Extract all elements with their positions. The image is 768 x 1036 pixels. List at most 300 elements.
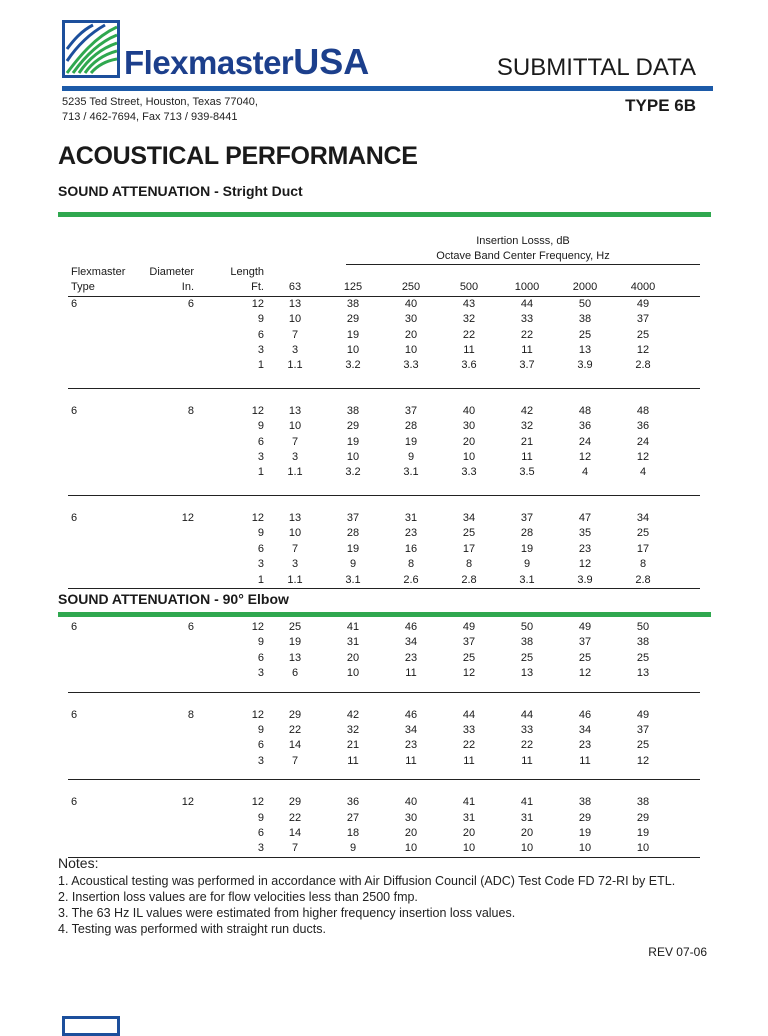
cell-value: 21 — [346, 739, 360, 752]
cell-value: 40 — [462, 404, 476, 417]
cell-value: 41 — [462, 796, 476, 809]
col-length-line1: Length — [230, 266, 264, 278]
table-row — [68, 666, 700, 681]
cell-value: 10 — [288, 313, 302, 326]
cell-value: 19 — [404, 435, 418, 448]
cell-length: 3 — [257, 344, 264, 357]
brand-suffix: USA — [293, 41, 370, 82]
cell-value: 7 — [291, 754, 299, 767]
cell-length: 12 — [251, 404, 264, 417]
cell-value: 10 — [462, 451, 476, 464]
cell-value: 13 — [636, 667, 650, 680]
table-row — [68, 826, 700, 841]
cell-length: 9 — [257, 420, 264, 433]
straight-duct-table — [68, 234, 700, 589]
cell-length: 6 — [257, 739, 264, 752]
cell-value: 25 — [462, 651, 476, 664]
cell-value: 10 — [462, 842, 476, 855]
cell-value: 4 — [639, 466, 647, 479]
cell-value: 50 — [578, 297, 592, 310]
table-row — [68, 435, 700, 450]
cell-value: 13 — [520, 667, 534, 680]
cell-value: 34 — [404, 636, 418, 649]
group-gap — [68, 389, 700, 404]
cell-value: 37 — [346, 511, 360, 524]
cell-type — [68, 526, 146, 541]
cell-value: 19 — [346, 435, 360, 448]
cell-value: 34 — [404, 724, 418, 737]
cell-value: 11 — [405, 667, 417, 680]
cell-value: 37 — [462, 636, 476, 649]
cell-value: 41 — [520, 796, 534, 809]
table-row — [68, 312, 700, 327]
cell-type — [68, 435, 146, 450]
cell-diameter — [146, 651, 212, 666]
elbow-table — [68, 620, 700, 858]
table-row — [68, 811, 700, 826]
notes-heading: Notes: — [58, 855, 99, 871]
cell-length: 1 — [257, 466, 264, 479]
cell-value: 29 — [636, 811, 650, 824]
cell-value: 37 — [636, 313, 650, 326]
cell-value: 24 — [636, 435, 650, 448]
cell-value: 13 — [288, 511, 302, 524]
frequency-header: 4000 — [630, 281, 656, 294]
cell-value: 10 — [578, 842, 592, 855]
cell-value: 30 — [462, 420, 476, 433]
table-row — [68, 795, 700, 810]
table-row — [68, 573, 700, 588]
cell-value: 36 — [346, 796, 360, 809]
cell-value: 3.3 — [403, 359, 419, 372]
cell-type — [68, 826, 146, 841]
cell-value: 34 — [636, 511, 650, 524]
cell-value: 3.3 — [461, 466, 477, 479]
cell-value: 37 — [520, 511, 534, 524]
cell-value: 49 — [578, 621, 592, 633]
cell-value: 9 — [349, 558, 357, 571]
cell-length: 12 — [251, 621, 264, 633]
cell-value: 2.6 — [403, 573, 419, 586]
cell-value: 46 — [578, 708, 592, 721]
cell-diameter — [146, 723, 212, 738]
cell-length: 3 — [257, 842, 264, 855]
cell-value: 3.2 — [345, 359, 361, 372]
cell-value: 30 — [404, 313, 418, 326]
cell-value: 22 — [288, 724, 302, 737]
cell-value: 49 — [462, 621, 476, 633]
table-row — [68, 419, 700, 434]
cell-value: 19 — [346, 328, 360, 341]
cell-value: 37 — [636, 724, 650, 737]
col-type-line2: Type — [71, 281, 95, 294]
cell-value: 11 — [347, 754, 359, 767]
cell-value: 24 — [578, 435, 592, 448]
cell-length: 6 — [257, 435, 264, 448]
cell-value: 42 — [520, 404, 534, 417]
cell-value: 22 — [288, 811, 302, 824]
cell-value: 11 — [463, 344, 475, 357]
cell-value: 12 — [578, 451, 592, 464]
cell-value: 19 — [346, 542, 360, 555]
cell-value: 13 — [288, 297, 302, 310]
cell-value: 22 — [520, 739, 534, 752]
cell-value: 25 — [288, 621, 302, 633]
cell-diameter — [146, 419, 212, 434]
cell-value: 29 — [578, 811, 592, 824]
cell-value: 3.1 — [403, 466, 419, 479]
table-group — [68, 795, 700, 858]
cell-value: 38 — [346, 297, 360, 310]
frequency-header: 250 — [401, 281, 421, 294]
cell-value: 8 — [639, 558, 647, 571]
group-spacer — [68, 682, 700, 692]
cell-value: 28 — [346, 527, 360, 540]
cell-value: 7 — [291, 435, 299, 448]
cell-type: 6 — [71, 511, 78, 524]
cell-diameter — [146, 738, 212, 753]
cell-value: 10 — [346, 451, 360, 464]
cell-diameter: 12 — [181, 511, 194, 524]
cell-value: 33 — [462, 724, 476, 737]
cell-value: 38 — [636, 796, 650, 809]
cell-type: 6 — [71, 297, 78, 310]
cell-value: 10 — [288, 527, 302, 540]
group-spacer — [68, 481, 700, 495]
cell-diameter: 8 — [187, 708, 194, 721]
cell-value: 20 — [404, 328, 418, 341]
cell-value: 14 — [288, 827, 302, 840]
cell-value: 25 — [578, 651, 592, 664]
cell-value: 44 — [520, 708, 534, 721]
cell-value: 10 — [404, 344, 418, 357]
cell-value: 6 — [291, 667, 299, 680]
col-diameter-line2: In. — [181, 281, 194, 294]
table-row — [68, 297, 700, 312]
frequency-header: 63 — [288, 281, 302, 294]
table-row — [68, 738, 700, 753]
cell-type — [68, 723, 146, 738]
cell-diameter — [146, 358, 212, 373]
cell-value: 38 — [346, 404, 360, 417]
cell-value: 25 — [636, 651, 650, 664]
cell-value: 9 — [523, 558, 531, 571]
cell-value: 25 — [462, 527, 476, 540]
cell-type — [68, 635, 146, 650]
cell-value: 10 — [346, 344, 360, 357]
cell-value: 19 — [636, 827, 650, 840]
cell-value: 16 — [404, 542, 418, 555]
col-length-header — [212, 265, 266, 296]
cell-value: 35 — [578, 527, 592, 540]
footer-logo-icon — [62, 1016, 120, 1036]
brand-logo-icon — [62, 20, 120, 78]
cell-type — [68, 312, 146, 327]
cell-type — [68, 754, 146, 769]
cell-value: 3.1 — [519, 573, 535, 586]
table-row — [68, 635, 700, 650]
cell-value: 50 — [636, 621, 650, 633]
cell-diameter — [146, 826, 212, 841]
cell-value: 3.7 — [519, 359, 535, 372]
table-group — [68, 404, 700, 496]
cell-type — [68, 542, 146, 557]
cell-type: 6 — [71, 621, 78, 633]
cell-value: 48 — [578, 404, 592, 417]
cell-value: 4 — [581, 466, 589, 479]
cell-value: 44 — [462, 708, 476, 721]
cell-value: 33 — [520, 313, 534, 326]
group-gap — [68, 693, 700, 708]
cell-value: 50 — [520, 621, 534, 633]
cell-diameter: 6 — [187, 297, 194, 310]
frequency-header: 2000 — [572, 281, 598, 294]
page-title: ACOUSTICAL PERFORMANCE — [58, 142, 418, 170]
cell-value: 9 — [349, 842, 357, 855]
cell-value: 42 — [346, 708, 360, 721]
cell-value: 7 — [291, 542, 299, 555]
cell-value: 31 — [404, 511, 418, 524]
cell-value: 40 — [404, 796, 418, 809]
cell-diameter — [146, 557, 212, 572]
cell-length: 6 — [257, 827, 264, 840]
cell-value: 37 — [404, 404, 418, 417]
frequency-header: 1000 — [514, 281, 540, 294]
cell-value: 1.1 — [287, 466, 303, 479]
table-row — [68, 651, 700, 666]
cell-value: 11 — [405, 754, 417, 767]
note-item: 3. The 63 Hz IL values were estimated from higher frequency insertion loss values. — [58, 906, 516, 920]
cell-length: 12 — [251, 708, 264, 721]
header-divider — [62, 86, 713, 91]
cell-value: 25 — [578, 328, 592, 341]
cell-value: 20 — [520, 827, 534, 840]
cell-value: 11 — [521, 344, 533, 357]
frequency-header: 125 — [343, 281, 363, 294]
cell-value: 46 — [404, 621, 418, 633]
group-gap — [68, 780, 700, 795]
table-row — [68, 404, 700, 419]
cell-type: 6 — [71, 708, 78, 721]
cell-value: 2.8 — [635, 573, 651, 586]
cell-length: 6 — [257, 542, 264, 555]
cell-value: 8 — [465, 558, 473, 571]
brand-main: Flexmaster — [124, 44, 294, 81]
cell-value: 49 — [636, 708, 650, 721]
cell-length: 1 — [257, 359, 264, 372]
table-group — [68, 297, 700, 389]
cell-type — [68, 738, 146, 753]
cell-diameter: 6 — [187, 621, 194, 633]
cell-value: 47 — [578, 511, 592, 524]
brand-name — [124, 41, 370, 82]
cell-type — [68, 358, 146, 373]
cell-value: 25 — [636, 328, 650, 341]
cell-value: 7 — [291, 842, 299, 855]
table-header-line2: Octave Band Center Frequency, Hz — [436, 250, 610, 262]
cell-value: 20 — [404, 827, 418, 840]
cell-value: 44 — [520, 297, 534, 310]
cell-value: 37 — [578, 636, 592, 649]
cell-diameter — [146, 811, 212, 826]
cell-value: 19 — [578, 827, 592, 840]
cell-type — [68, 450, 146, 465]
cell-value: 34 — [462, 511, 476, 524]
cell-value: 13 — [288, 651, 302, 664]
cell-value: 11 — [463, 754, 475, 767]
table-row — [68, 343, 700, 358]
cell-value: 32 — [346, 724, 360, 737]
cell-value: 29 — [288, 796, 302, 809]
product-type: TYPE 6B — [625, 96, 696, 115]
address-line2: 713 / 462-7694, Fax 713 / 939-8441 — [62, 111, 238, 123]
cell-diameter — [146, 328, 212, 343]
cell-value: 11 — [521, 754, 533, 767]
cell-value: 22 — [520, 328, 534, 341]
section-divider — [58, 212, 711, 217]
cell-length: 12 — [251, 796, 264, 809]
cell-value: 21 — [520, 435, 534, 448]
col-diameter-line1: Diameter — [149, 266, 194, 278]
cell-diameter — [146, 435, 212, 450]
address-line1: 5235 Ted Street, Houston, Texas 77040, — [62, 96, 258, 108]
cell-type — [68, 328, 146, 343]
cell-length: 9 — [257, 636, 264, 649]
cell-value: 22 — [462, 328, 476, 341]
col-length-line2: Ft. — [251, 281, 264, 294]
cell-value: 25 — [636, 527, 650, 540]
cell-value: 32 — [462, 313, 476, 326]
cell-diameter — [146, 573, 212, 588]
cell-value: 29 — [346, 313, 360, 326]
cell-value: 3.6 — [461, 359, 477, 372]
cell-value: 11 — [521, 451, 533, 464]
cell-value: 3.9 — [577, 573, 593, 586]
table-row — [68, 450, 700, 465]
cell-value: 23 — [578, 739, 592, 752]
cell-length: 9 — [257, 811, 264, 824]
straight-duct-groups — [68, 297, 700, 589]
cell-value: 31 — [462, 811, 476, 824]
elbow-groups — [68, 620, 700, 858]
cell-type — [68, 666, 146, 681]
cell-value: 36 — [578, 420, 592, 433]
cell-value: 11 — [579, 754, 591, 767]
cell-value: 38 — [520, 636, 534, 649]
cell-length: 12 — [251, 511, 264, 524]
cell-type — [68, 573, 146, 588]
cell-diameter — [146, 635, 212, 650]
cell-value: 29 — [288, 708, 302, 721]
cell-length: 3 — [257, 451, 264, 464]
column-headers — [68, 265, 700, 297]
cell-type — [68, 811, 146, 826]
cell-length: 9 — [257, 313, 264, 326]
cell-value: 20 — [346, 651, 360, 664]
col-diameter-header — [146, 265, 212, 296]
cell-diameter — [146, 542, 212, 557]
cell-value: 1.1 — [287, 573, 303, 586]
cell-value: 12 — [636, 754, 650, 767]
frequency-header: 500 — [459, 281, 479, 294]
cell-value: 19 — [288, 636, 302, 649]
cell-value: 3.1 — [345, 573, 361, 586]
table-header-line1: Insertion Losss, dB — [476, 235, 570, 247]
cell-value: 18 — [346, 827, 360, 840]
cell-value: 10 — [520, 842, 534, 855]
cell-value: 3 — [291, 558, 299, 571]
cell-value: 32 — [520, 420, 534, 433]
cell-diameter — [146, 465, 212, 480]
cell-length: 3 — [257, 667, 264, 680]
cell-value: 38 — [578, 313, 592, 326]
cell-length: 6 — [257, 328, 264, 341]
cell-value: 10 — [404, 842, 418, 855]
cell-value: 22 — [462, 739, 476, 752]
cell-length: 12 — [251, 297, 264, 310]
cell-length: 9 — [257, 527, 264, 540]
notes — [58, 855, 675, 937]
cell-type — [68, 465, 146, 480]
cell-diameter — [146, 754, 212, 769]
cell-diameter — [146, 312, 212, 327]
cell-value: 12 — [578, 667, 592, 680]
group-gap — [68, 496, 700, 511]
cell-value: 38 — [636, 636, 650, 649]
table-row — [68, 557, 700, 572]
cell-diameter: 12 — [181, 796, 194, 809]
table-row — [68, 511, 700, 526]
cell-value: 25 — [636, 739, 650, 752]
cell-value: 19 — [520, 542, 534, 555]
cell-diameter — [146, 343, 212, 358]
col-type-header — [68, 265, 146, 296]
cell-value: 3 — [291, 451, 299, 464]
table-row — [68, 542, 700, 557]
cell-length: 6 — [257, 651, 264, 664]
cell-value: 38 — [578, 796, 592, 809]
cell-value: 27 — [346, 811, 360, 824]
cell-value: 3.2 — [345, 466, 361, 479]
section-divider — [58, 612, 711, 617]
cell-value: 13 — [288, 404, 302, 417]
cell-value: 23 — [404, 739, 418, 752]
cell-value: 13 — [578, 344, 592, 357]
cell-value: 10 — [288, 420, 302, 433]
submittal-label: SUBMITTAL DATA — [496, 54, 696, 81]
cell-value: 33 — [520, 724, 534, 737]
address — [62, 95, 258, 125]
table-group — [68, 511, 700, 589]
cell-value: 3.5 — [519, 466, 535, 479]
col-type-line1: Flexmaster — [71, 266, 126, 278]
cell-length: 1 — [257, 573, 264, 586]
cell-value: 3.9 — [577, 359, 593, 372]
cell-value: 14 — [288, 739, 302, 752]
revision: REV 07-06 — [648, 945, 707, 959]
cell-value: 23 — [578, 542, 592, 555]
cell-value: 10 — [346, 667, 360, 680]
table-row — [68, 754, 700, 769]
cell-value: 20 — [462, 827, 476, 840]
cell-value: 28 — [520, 527, 534, 540]
table-row — [68, 465, 700, 480]
cell-value: 41 — [346, 621, 360, 633]
cell-type: 6 — [71, 796, 78, 809]
cell-type: 6 — [71, 404, 78, 417]
cell-value: 7 — [291, 328, 299, 341]
cell-value: 3 — [291, 344, 299, 357]
